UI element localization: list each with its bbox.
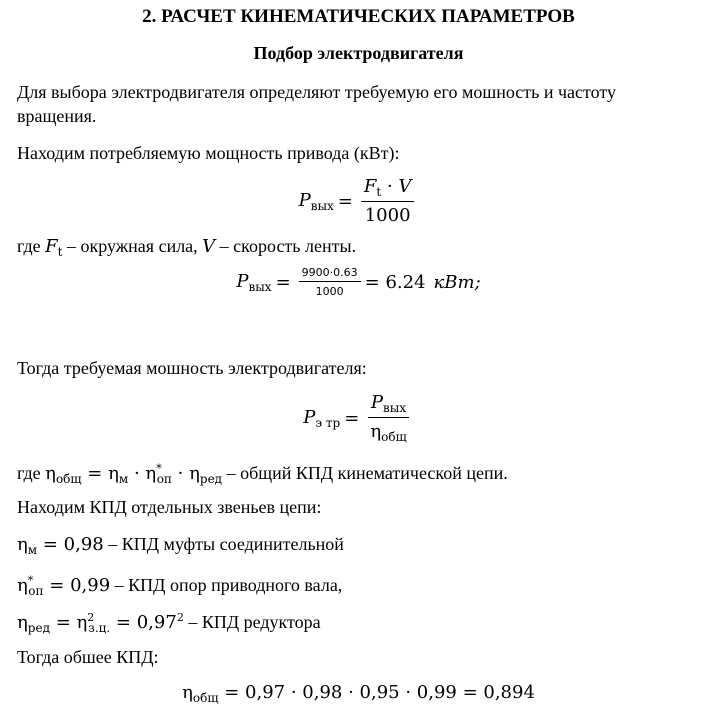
total-eff-text: Тогда обшее КПД: — [17, 647, 159, 667]
formula-total-eff: $\eta_{общ} = 0,97 \cdot 0,98 \cdot 0,95 \cdot 0,99 = 0,894$ — [182, 682, 535, 705]
formula-p-etr: $P_{э тр}$ = $\frac{P_{вых}}{\eta_{общ}}$ — [0, 392, 717, 444]
required-power-text: Тогда требуемая мошность электродвигателя: — [17, 358, 367, 378]
subsection-title: Подбор электродвигателя — [253, 43, 464, 63]
eff-reducer-line: $\eta_{ред} = \eta^2_{з.ц.} = 0,97^2$ – КПД редуктора — [17, 611, 321, 635]
intro-line-2: вращения. — [17, 106, 97, 126]
power-find-text: Находим потребляемую мощность привода (кВт): — [17, 143, 400, 163]
where-ft-v-text: где $F_t$ – окружная сила, V – скорость ленты. — [17, 236, 357, 259]
where-eta-text: где $\eta_{общ} = \eta_м \cdot \eta^*_{оп} \cdot \eta_{ред}$ – общий КПД кинематической цепи. — [17, 462, 508, 486]
eff-coupling-line: $\eta_м = 0,98$ – КПД муфты соединительной — [17, 534, 344, 557]
eff-bearings-line: $\eta^*_{оп} = 0,99$ – КПД опор приводного вала, — [17, 574, 343, 598]
section-title: 2. РАСЧЕТ КИНЕМАТИЧЕСКИХ ПАРАМЕТРОВ — [142, 6, 575, 27]
intro-line-1: Для выбора электродвигателя определяют требуемую его мошность и частоту — [17, 82, 617, 102]
formula-p-out-value: $P_{вых}$ = $\frac{9900\cdot 0.63}{1000}$ = 6.24 кВт; — [236, 266, 481, 298]
formula-p-out: $P_{вых}$ = $\frac{F_t \cdot V}{1000}$ — [0, 176, 717, 226]
find-eff-text: Находим КПД отдельных звеньев цепи: — [17, 497, 322, 517]
